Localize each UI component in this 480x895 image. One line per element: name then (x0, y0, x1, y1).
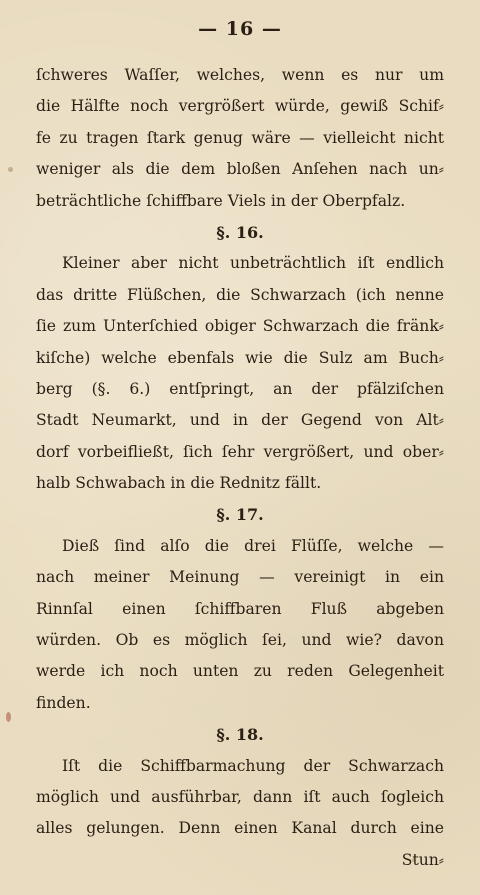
text-line: würden. Ob es möglich ſei, und wie? davon (36, 631, 444, 650)
ink-spot (412, 858, 416, 862)
text-line: ſie zum Unterſchied obiger Schwarzach die fränk⸗ (36, 317, 444, 336)
text-line: ſchweres Waſſer, welches, wenn es nur um (36, 66, 444, 84)
page-number: — 16 — (198, 18, 282, 40)
text-line: fe zu tragen ſtark genug wäre — vielleicht nicht (36, 128, 444, 147)
text-line: alles gelungen. Denn einen Kanal durch eine (36, 819, 444, 838)
section-heading: §. 16. (216, 222, 264, 242)
text-line: dorf vorbeifließt, ſich ſehr vergrößert, und ober⸗ (36, 442, 444, 461)
text-line: beträchtliche ſchiffbare Viels in der Oberpfalz. (36, 191, 406, 210)
text-line: berg (§. 6.) entſpringt, an der pfälziſchen (36, 379, 444, 398)
text-line: halb Schwabach in die Rednitz fällt. (36, 474, 322, 493)
text-line: die Hälfte noch vergrößert würde, gewiß Schif⸗ (36, 97, 444, 116)
text-line: weniger als die dem bloßen Anſehen nach un⸗ (36, 160, 444, 179)
text-line: das dritte Flüßchen, die Schwarzach (ich nenne (36, 285, 444, 304)
text-line: Iſt die Schiffbarmachung der Schwarzach (62, 756, 444, 775)
page-text (36, 60, 444, 876)
text-line: werde ich noch unten zu reden Gelegenheit (36, 662, 444, 681)
section-heading: §. 17. (216, 505, 264, 525)
text-line: Kleiner aber nicht unbeträchtlich iſt endlich (62, 254, 444, 273)
text-line: kiſche) welche ebenfals wie die Sulz am Buch⸗ (36, 348, 444, 367)
section-heading: §. 18. (216, 725, 264, 745)
text-line: nach meiner Meinung — vereinigt in ein (36, 568, 444, 587)
text-line: möglich und ausführbar, dann iſt auch ſogleich (36, 787, 444, 806)
ink-spot (6, 712, 11, 722)
text-line: Stun⸗ (401, 850, 444, 869)
ink-spot (8, 167, 13, 172)
text-line: Stadt Neumarkt, und in der Gegend von Alt⸗ (36, 411, 444, 430)
text-line: Dieß ſind alſo die drei Flüſſe, welche — (62, 536, 444, 555)
text-line: finden. (36, 693, 91, 712)
text-line: Rinnſal einen ſchiffbaren Fluß abgeben (36, 599, 444, 618)
